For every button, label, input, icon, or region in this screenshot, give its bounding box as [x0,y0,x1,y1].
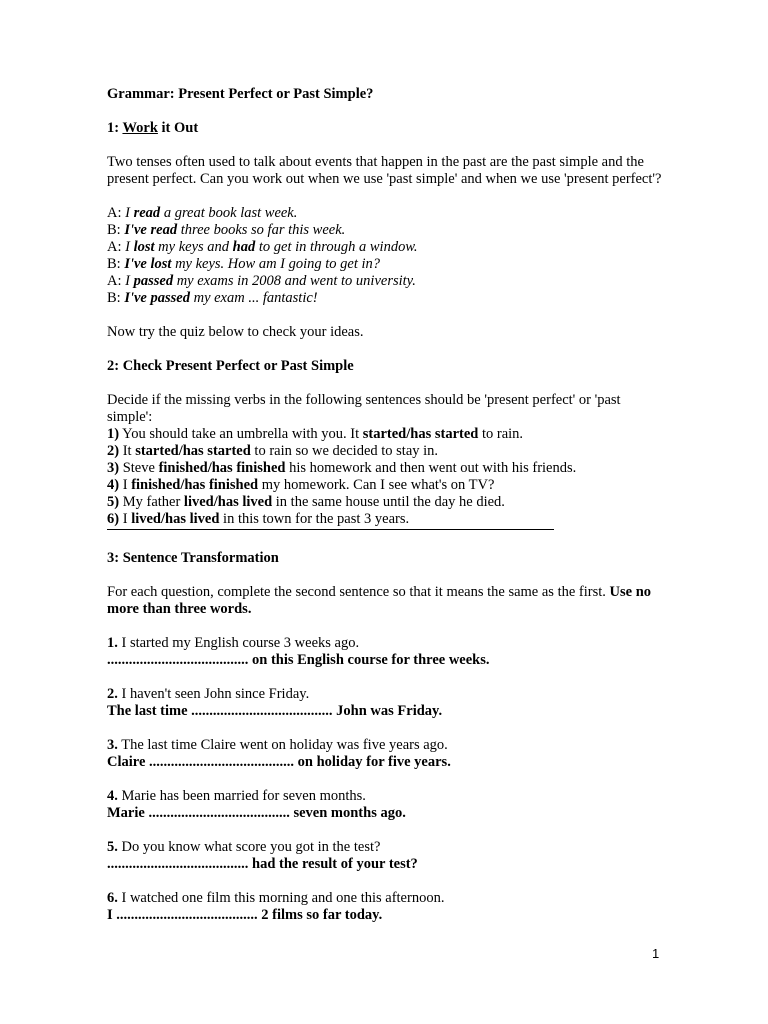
item-text: I haven't seen John since Friday. [117,686,310,702]
answer-line: ....................................... on this English course for three weeks. [107,652,490,668]
item-text: My father [119,494,184,510]
worksheet-page [107,86,667,924]
section-3-items [107,635,667,924]
item-number: 6. [107,890,118,906]
item-number: 3. [107,737,118,753]
dialogue-line [107,256,667,273]
dialogue-text: I [125,273,134,289]
transformation-item [107,635,667,669]
answer-line: ....................................... had the result of your test? [107,856,418,872]
section-1-intro: Two tenses often used to talk about events that happen in the past are the past simple and the present perfect. Can you work out when we use 'past simple' and when we use 'present perfect'? [107,154,662,187]
dialogue-text: I've passed [124,290,190,306]
item-text: to rain. [478,426,524,442]
item-text: The last time Claire went on holiday was five years ago. [117,737,448,753]
exercise-item [107,477,667,494]
original-sentence [107,686,667,703]
item-text: in the same house until the day he died. [272,494,505,510]
dialogue-line [107,290,667,307]
verb-options: lived/has lived [131,511,220,527]
item-text: It [119,443,136,459]
original-sentence [107,635,667,652]
answer-line: Claire ........................................ on holiday for five years. [107,754,451,770]
item-number: 2. [107,686,118,702]
item-text: Marie has been married for seven months. [117,788,366,804]
exercise-item [107,494,667,511]
section-2-items [107,426,667,528]
verb-options: finished/has finished [131,477,259,493]
dialogue-text: my exams in 2008 and went to university. [173,273,416,289]
page-number: 1 [652,946,660,961]
section-1-heading: 1: Work it Out [107,120,199,136]
dialogue-line [107,273,667,290]
worksheet-title: Grammar: Present Perfect or Past Simple? [107,86,374,102]
dialogue-line [107,239,667,256]
dialogue-text: my keys and [154,239,233,255]
transformation-item [107,839,667,873]
section-2-instructions: Decide if the missing verbs in the following sentences should be 'present perfect' or 'past simple': [107,392,621,425]
dialogue-speaker: B: [107,222,125,238]
item-text: to rain so we decided to stay in. [250,443,439,459]
dialogue-line [107,205,667,222]
verb-options: finished/has finished [158,460,286,476]
item-number: 4) [107,477,120,493]
exercise-item [107,443,667,460]
dialogue-text: I've read [124,222,178,238]
item-number: 3) [107,460,120,476]
dialogue-text: to get in through a window. [255,239,418,255]
dialogue-text: I've lost [124,256,172,272]
item-text: I started my English course 3 weeks ago. [117,635,360,651]
dialogue-text: lost [133,239,155,255]
dialogue-speaker: B: [107,256,125,272]
exercise-item [107,511,667,528]
original-sentence [107,839,667,856]
exercise-item [107,426,667,443]
item-text: I watched one film this morning and one this afternoon. [117,890,445,906]
section-divider [107,529,554,530]
answer-line: Marie ....................................... seven months ago. [107,805,406,821]
section-1-outro: Now try the quiz below to check your ideas. [107,324,364,340]
dialogue-text: my exam ... fantastic! [189,290,318,306]
original-sentence [107,737,667,754]
verb-options: started/has started [362,426,479,442]
dialogue-text: a great book last week. [160,205,298,221]
dialogue-text: I [125,205,134,221]
item-number: 6) [107,511,120,527]
dialogue-speaker: A: [107,205,126,221]
dialogue-text: read [133,205,161,221]
dialogue-text: three books so far this week. [177,222,346,238]
item-text: I [119,477,132,493]
example-dialogue [107,205,667,307]
item-text: You should take an umbrella with you. It [119,426,363,442]
item-text: I [119,511,132,527]
transformation-item [107,686,667,720]
answer-line: I ....................................... 2 films so far today. [107,907,383,923]
dialogue-speaker: B: [107,290,125,306]
item-number: 1. [107,635,118,651]
dialogue-speaker: A: [107,273,126,289]
transformation-item [107,890,667,924]
dialogue-text: had [232,239,256,255]
dialogue-speaker: A: [107,239,126,255]
item-text: his homework and then went out with his friends. [285,460,577,476]
answer-line: The last time ....................................... John was Friday. [107,703,443,719]
verb-options: started/has started [135,443,251,459]
item-text: in this town for the past 3 years. [219,511,410,527]
exercise-item [107,460,667,477]
item-number: 1) [107,426,120,442]
dialogue-text: my keys. How am I going to get in? [171,256,381,272]
item-number: 2) [107,443,120,459]
section-3-heading: 3: Sentence Transformation [107,550,279,566]
verb-options: lived/has lived [183,494,273,510]
item-number: 4. [107,788,118,804]
original-sentence [107,890,667,907]
dialogue-line [107,222,667,239]
item-text: Steve [119,460,159,476]
item-number: 5) [107,494,120,510]
transformation-item [107,737,667,771]
item-text: Do you know what score you got in the test? [117,839,381,855]
section-3-instructions: For each question, complete the second sentence so that it means the same as the first. Use no more than three words. [107,584,652,617]
item-text: my homework. Can I see what's on TV? [258,477,495,493]
transformation-item [107,788,667,822]
original-sentence [107,788,667,805]
dialogue-text: I [125,239,134,255]
dialogue-text: passed [133,273,174,289]
work-underlined: Work [122,120,158,136]
item-number: 5. [107,839,118,855]
section-2-heading: 2: Check Present Perfect or Past Simple [107,358,354,374]
